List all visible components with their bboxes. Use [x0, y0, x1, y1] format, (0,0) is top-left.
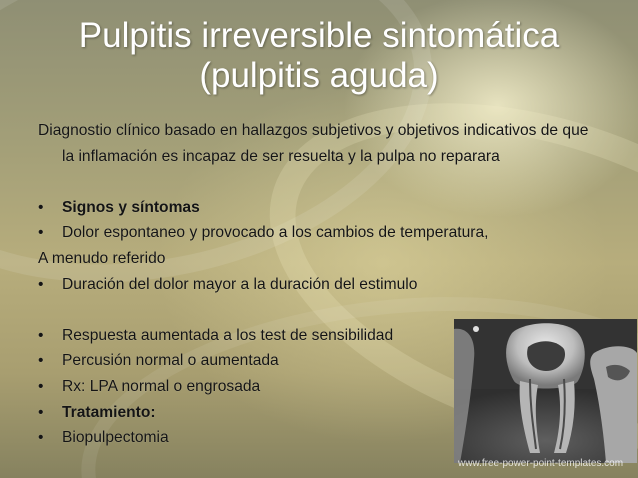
dental-xray-image: [454, 319, 637, 463]
bullet-text: Dolor espontaneo y provocado a los cambios de temperatura,: [62, 224, 489, 242]
xray-drawing: [454, 319, 637, 463]
title-line-1: Pulpitis irreversible sintomática: [78, 16, 560, 55]
bullet-glyph: •: [38, 377, 44, 395]
bullet-text: Signos y síntomas: [62, 198, 200, 216]
bullet-text: Rx: LPA normal o engrosada: [62, 377, 261, 395]
bullet-text: Biopulpectomia: [62, 429, 169, 447]
bullet-text: Percusión normal o aumentada: [62, 352, 279, 370]
bullet-item-duracion: [38, 272, 598, 298]
bullet-glyph: •: [38, 403, 44, 421]
bullet-glyph: •: [38, 352, 44, 370]
bullet-glyph: •: [38, 224, 44, 242]
note-line: A menudo referido: [38, 249, 166, 267]
intro-paragraph: Diagnostio clínico basado en hallazgos subjetivos y objetivos indicativos de que la inflamación es incapaz de ser resuelta y la pulpa no reparara: [38, 122, 589, 165]
title-line-2: (pulpitis aguda): [199, 56, 439, 95]
bullet-text: Tratamiento:: [62, 403, 156, 421]
template-watermark: www.free-power-point-templates.com: [458, 458, 624, 469]
bullet-text: Respuesta aumentada a los test de sensibilidad: [62, 326, 394, 344]
bullet-glyph: •: [38, 275, 44, 293]
bullet-glyph: •: [38, 429, 44, 447]
bullet-item-signos: [38, 195, 598, 221]
bullet-glyph: •: [38, 198, 44, 216]
bullet-item-dolor: [38, 220, 598, 246]
spacer: [38, 169, 598, 195]
slide-title: [0, 16, 638, 96]
bullet-text: Duración del dolor mayor a la duración del estimulo: [62, 275, 418, 293]
bullet-glyph: •: [38, 326, 44, 344]
